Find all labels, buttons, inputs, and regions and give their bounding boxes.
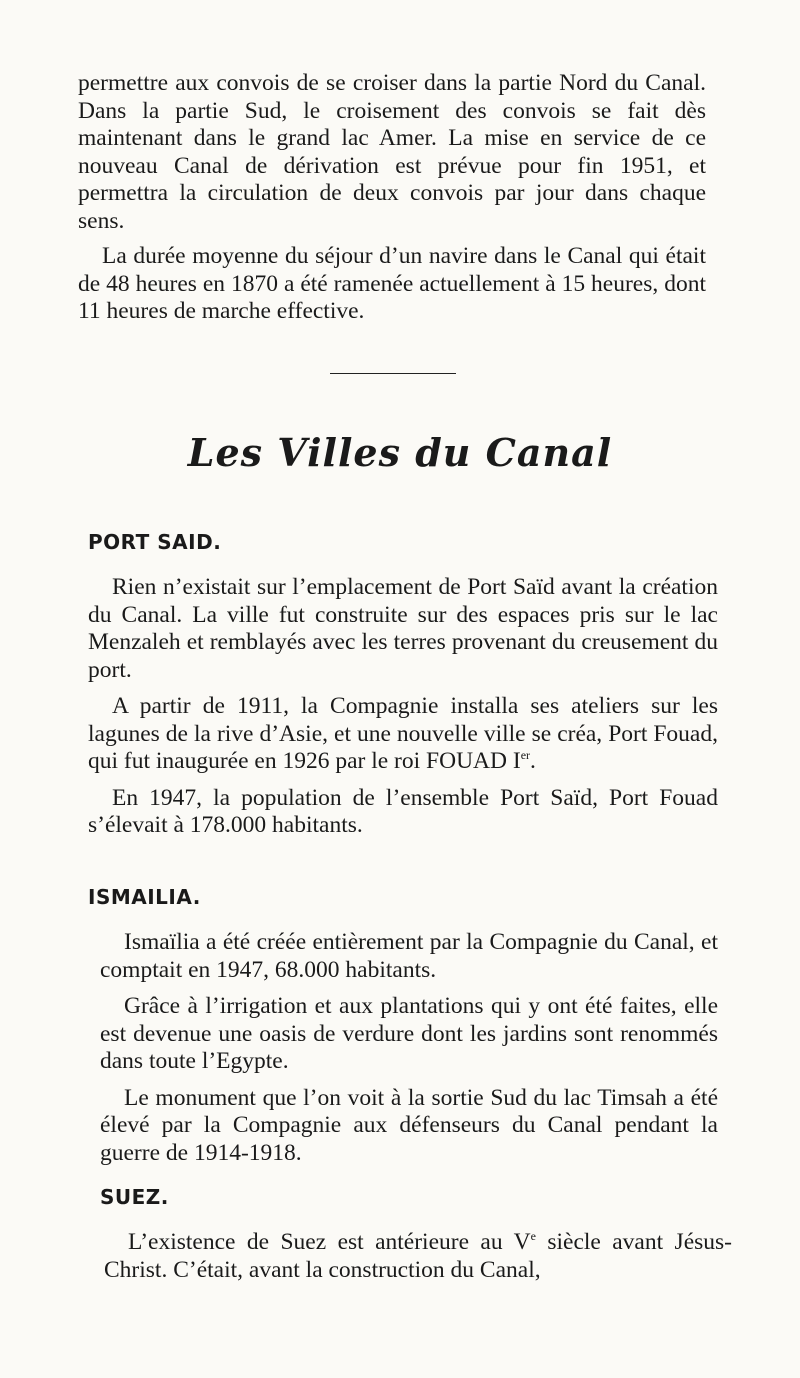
section-title-ismailia: ISMAILIA. [88, 885, 201, 909]
port-said-paragraph-3: En 1947, la population de l’ensemble Port Saïd, Port Fouad s’élevait à 178.000 habitants. [88, 784, 718, 838]
port-said-paragraph-1: Rien n’existait sur l’emplacement de Port Saïd avant la création du Canal. La ville fut construite sur des espaces pris sur le lac Menzaleh et remblayés avec les terres provenant du creusement du port. [88, 574, 718, 683]
suez-superscript: e [530, 1229, 536, 1244]
port-said-superscript: er [520, 748, 531, 763]
intro-text-block [78, 70, 706, 334]
page-title: Les Villes du Canal [187, 430, 613, 475]
port-said-paragraph-2-text: A partir de 1911, la Compagnie installa ses ateliers sur les lagunes de la rive d’Asie, et une nouvelle ville se créa, Port Fouad, qui fut inaugurée en 1926 par le roi FOUAD I [88, 693, 718, 774]
port-said-paragraph-2 [88, 693, 718, 776]
section-divider [330, 373, 456, 374]
section-title-suez: SUEZ. [100, 1185, 169, 1209]
ismailia-paragraph-3: Le monument que l’on voit à la sortie Sud du lac Timsah a été élevé par la Compagnie aux défenseurs du Canal pendant la guerre de 1914-1918. [100, 1084, 718, 1166]
section-ismailia [88, 885, 718, 1176]
suez-paragraph-1-end: siècle avant Jésus-Christ. C’était, avant la construction du Canal, [104, 1229, 733, 1283]
ismailia-paragraph-1: Ismaïlia a été créée entièrement par la Compagnie du Canal, et comptait en 1947, 68.000 habitants. [100, 929, 718, 983]
port-said-paragraph-2-end: . [530, 748, 536, 774]
section-port-said [88, 530, 718, 849]
intro-paragraph-1: permettre aux convois de se croiser dans la partie Nord du Canal. Dans la partie Sud, le croisement des convois se fait dès maintenant dans le grand lac Amer. La mise en service de ce nouveau Canal de dérivation est prévue pour fin 1951, et permettra la circulation de deux convois par jour dans chaque sens. [78, 70, 706, 234]
section-suez [100, 1185, 732, 1293]
intro-paragraph-2: La durée moyenne du séjour d’un navire dans le Canal qui était de 48 heures en 1870 a été ramenée actuellement à 15 heures, dont 11 heures de marche effective. [78, 243, 706, 324]
suez-paragraph-1-text: L’existence de Suez est antérieure au V [128, 1229, 531, 1255]
suez-paragraph-1 [100, 1229, 732, 1284]
ismailia-paragraph-2: Grâce à l’irrigation et aux plantations qui y ont été faites, elle est devenue une oasis de verdure dont les jardins sont renommés dans toute l’Egypte. [100, 993, 718, 1074]
section-title-port-said: PORT SAID. [88, 530, 222, 554]
